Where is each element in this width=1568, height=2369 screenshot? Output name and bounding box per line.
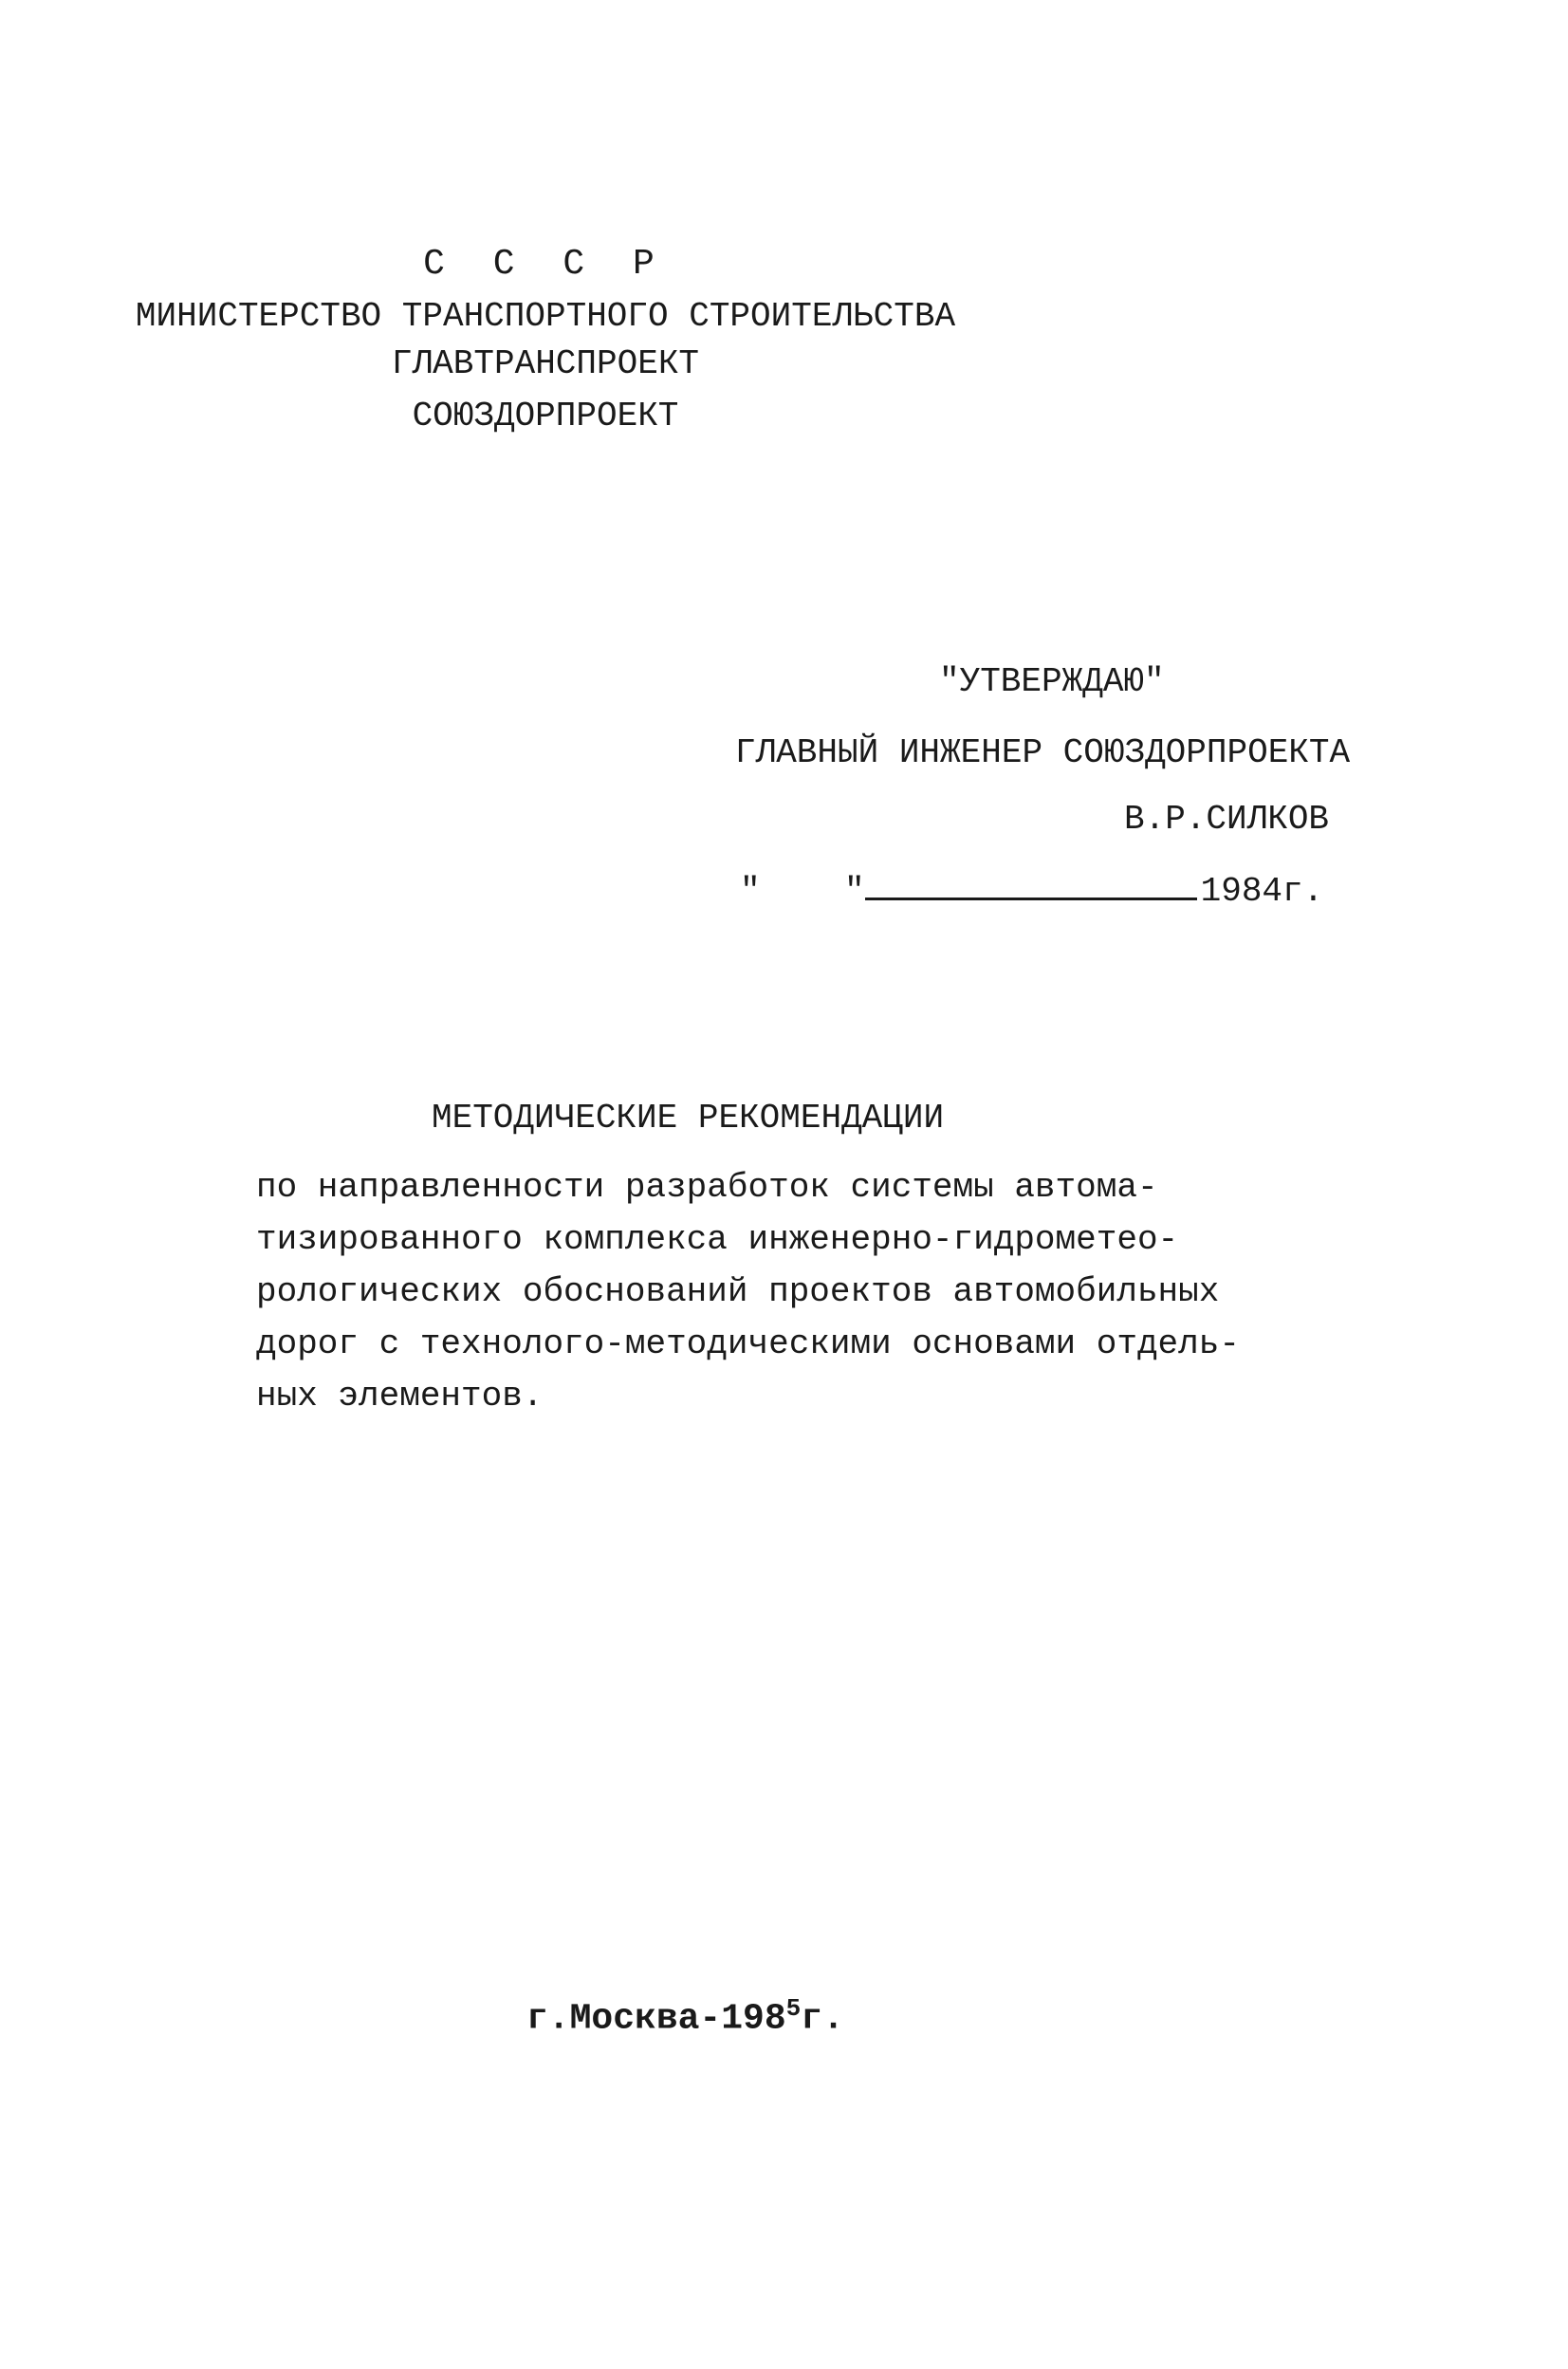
description-line: ных элементов. [256, 1377, 544, 1416]
description-line: рологических обоснований проектов автомобильных [256, 1272, 1220, 1311]
approval-date [740, 863, 1323, 915]
city-year-text: г.Москва-198 [526, 1998, 786, 2040]
description-line: по направленности разработок системы автома- [256, 1168, 1158, 1207]
date-quote-close: " [844, 872, 865, 911]
approver-position: ГЛАВНЫЙ ИНЖЕНЕР СОЮЗДОРПРОЕКТА [735, 733, 1351, 772]
date-quote-open: " [740, 872, 761, 911]
document-title: МЕТОДИЧЕСКИЕ РЕКОМЕНДАЦИИ [432, 1099, 945, 1138]
approval-year: 1984г. [1200, 872, 1324, 911]
description-line: тизированного комплекса инженерно-гидрометео- [256, 1220, 1179, 1259]
description-line: дорог с технолого-методическими основами отдель- [256, 1324, 1240, 1363]
ministry-heading: МИНИСТЕРСТВО ТРАНСПОРТНОГО СТРОИТЕЛЬСТВА [135, 297, 956, 336]
city-year [526, 1986, 844, 2043]
year-superscript: 5 [785, 1994, 802, 2023]
directorate-heading: ГЛАВТРАНСПРОЕКТ [391, 344, 700, 383]
date-blank-line [865, 863, 1197, 900]
approval-stamp: "УТВЕРЖДАЮ" [939, 662, 1165, 701]
approver-name: В.Р.СИЛКОВ [1124, 800, 1330, 839]
institute-heading: СОЮЗДОРПРОЕКТ [412, 397, 679, 435]
year-suffix: г. [801, 1998, 844, 2040]
country-heading: С С С Р [423, 244, 668, 285]
